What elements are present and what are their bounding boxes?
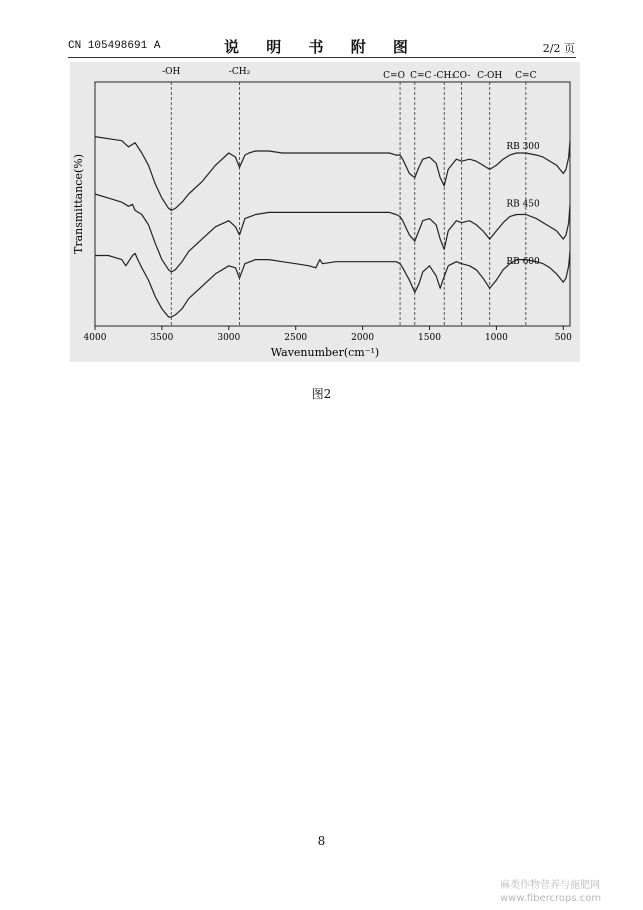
page-number: 8 bbox=[317, 834, 326, 848]
reference-label: -CH₂ bbox=[228, 67, 251, 77]
watermark-line-2: www.fibercrops.com bbox=[500, 893, 602, 904]
reference-label: C-OH bbox=[477, 71, 503, 81]
x-tick-label: 2500 bbox=[284, 333, 308, 343]
reference-label: C=C bbox=[410, 71, 432, 81]
x-tick-label: 1500 bbox=[418, 333, 441, 343]
y-axis-label: Transmittance(%) bbox=[72, 153, 85, 255]
reference-label: C=O bbox=[383, 71, 405, 81]
x-tick-label: 2000 bbox=[351, 333, 375, 343]
reference-label: -OH bbox=[162, 67, 181, 77]
series-label-3: RB 600 bbox=[506, 256, 540, 267]
reference-label: C=C bbox=[515, 71, 537, 81]
series-label-1: RB 300 bbox=[506, 142, 540, 152]
ftir-chart bbox=[70, 62, 580, 362]
header-page-indicator: 2/2 页 bbox=[542, 42, 575, 55]
series-label-2: RB 450 bbox=[506, 199, 540, 210]
header-title: 说 明 书 附 图 bbox=[224, 38, 419, 56]
x-axis-label: Wavenumber(cm⁻¹) bbox=[270, 346, 380, 359]
x-tick-label: 3000 bbox=[217, 333, 241, 343]
x-tick-label: 3500 bbox=[150, 333, 174, 343]
x-tick-label: 500 bbox=[554, 333, 572, 343]
figure-caption: 图2 bbox=[311, 387, 332, 401]
reference-label: -CH₃ bbox=[433, 71, 455, 81]
x-tick-label: 1000 bbox=[484, 333, 508, 343]
watermark-line-1: 麻类作物营养与施肥网 bbox=[500, 880, 600, 891]
header-rule bbox=[68, 57, 576, 58]
reference-label: CO- bbox=[452, 71, 471, 81]
site-watermark bbox=[500, 879, 640, 905]
x-tick-label: 4000 bbox=[83, 333, 107, 343]
header-patent-number: CN 105498691 A bbox=[68, 40, 161, 52]
